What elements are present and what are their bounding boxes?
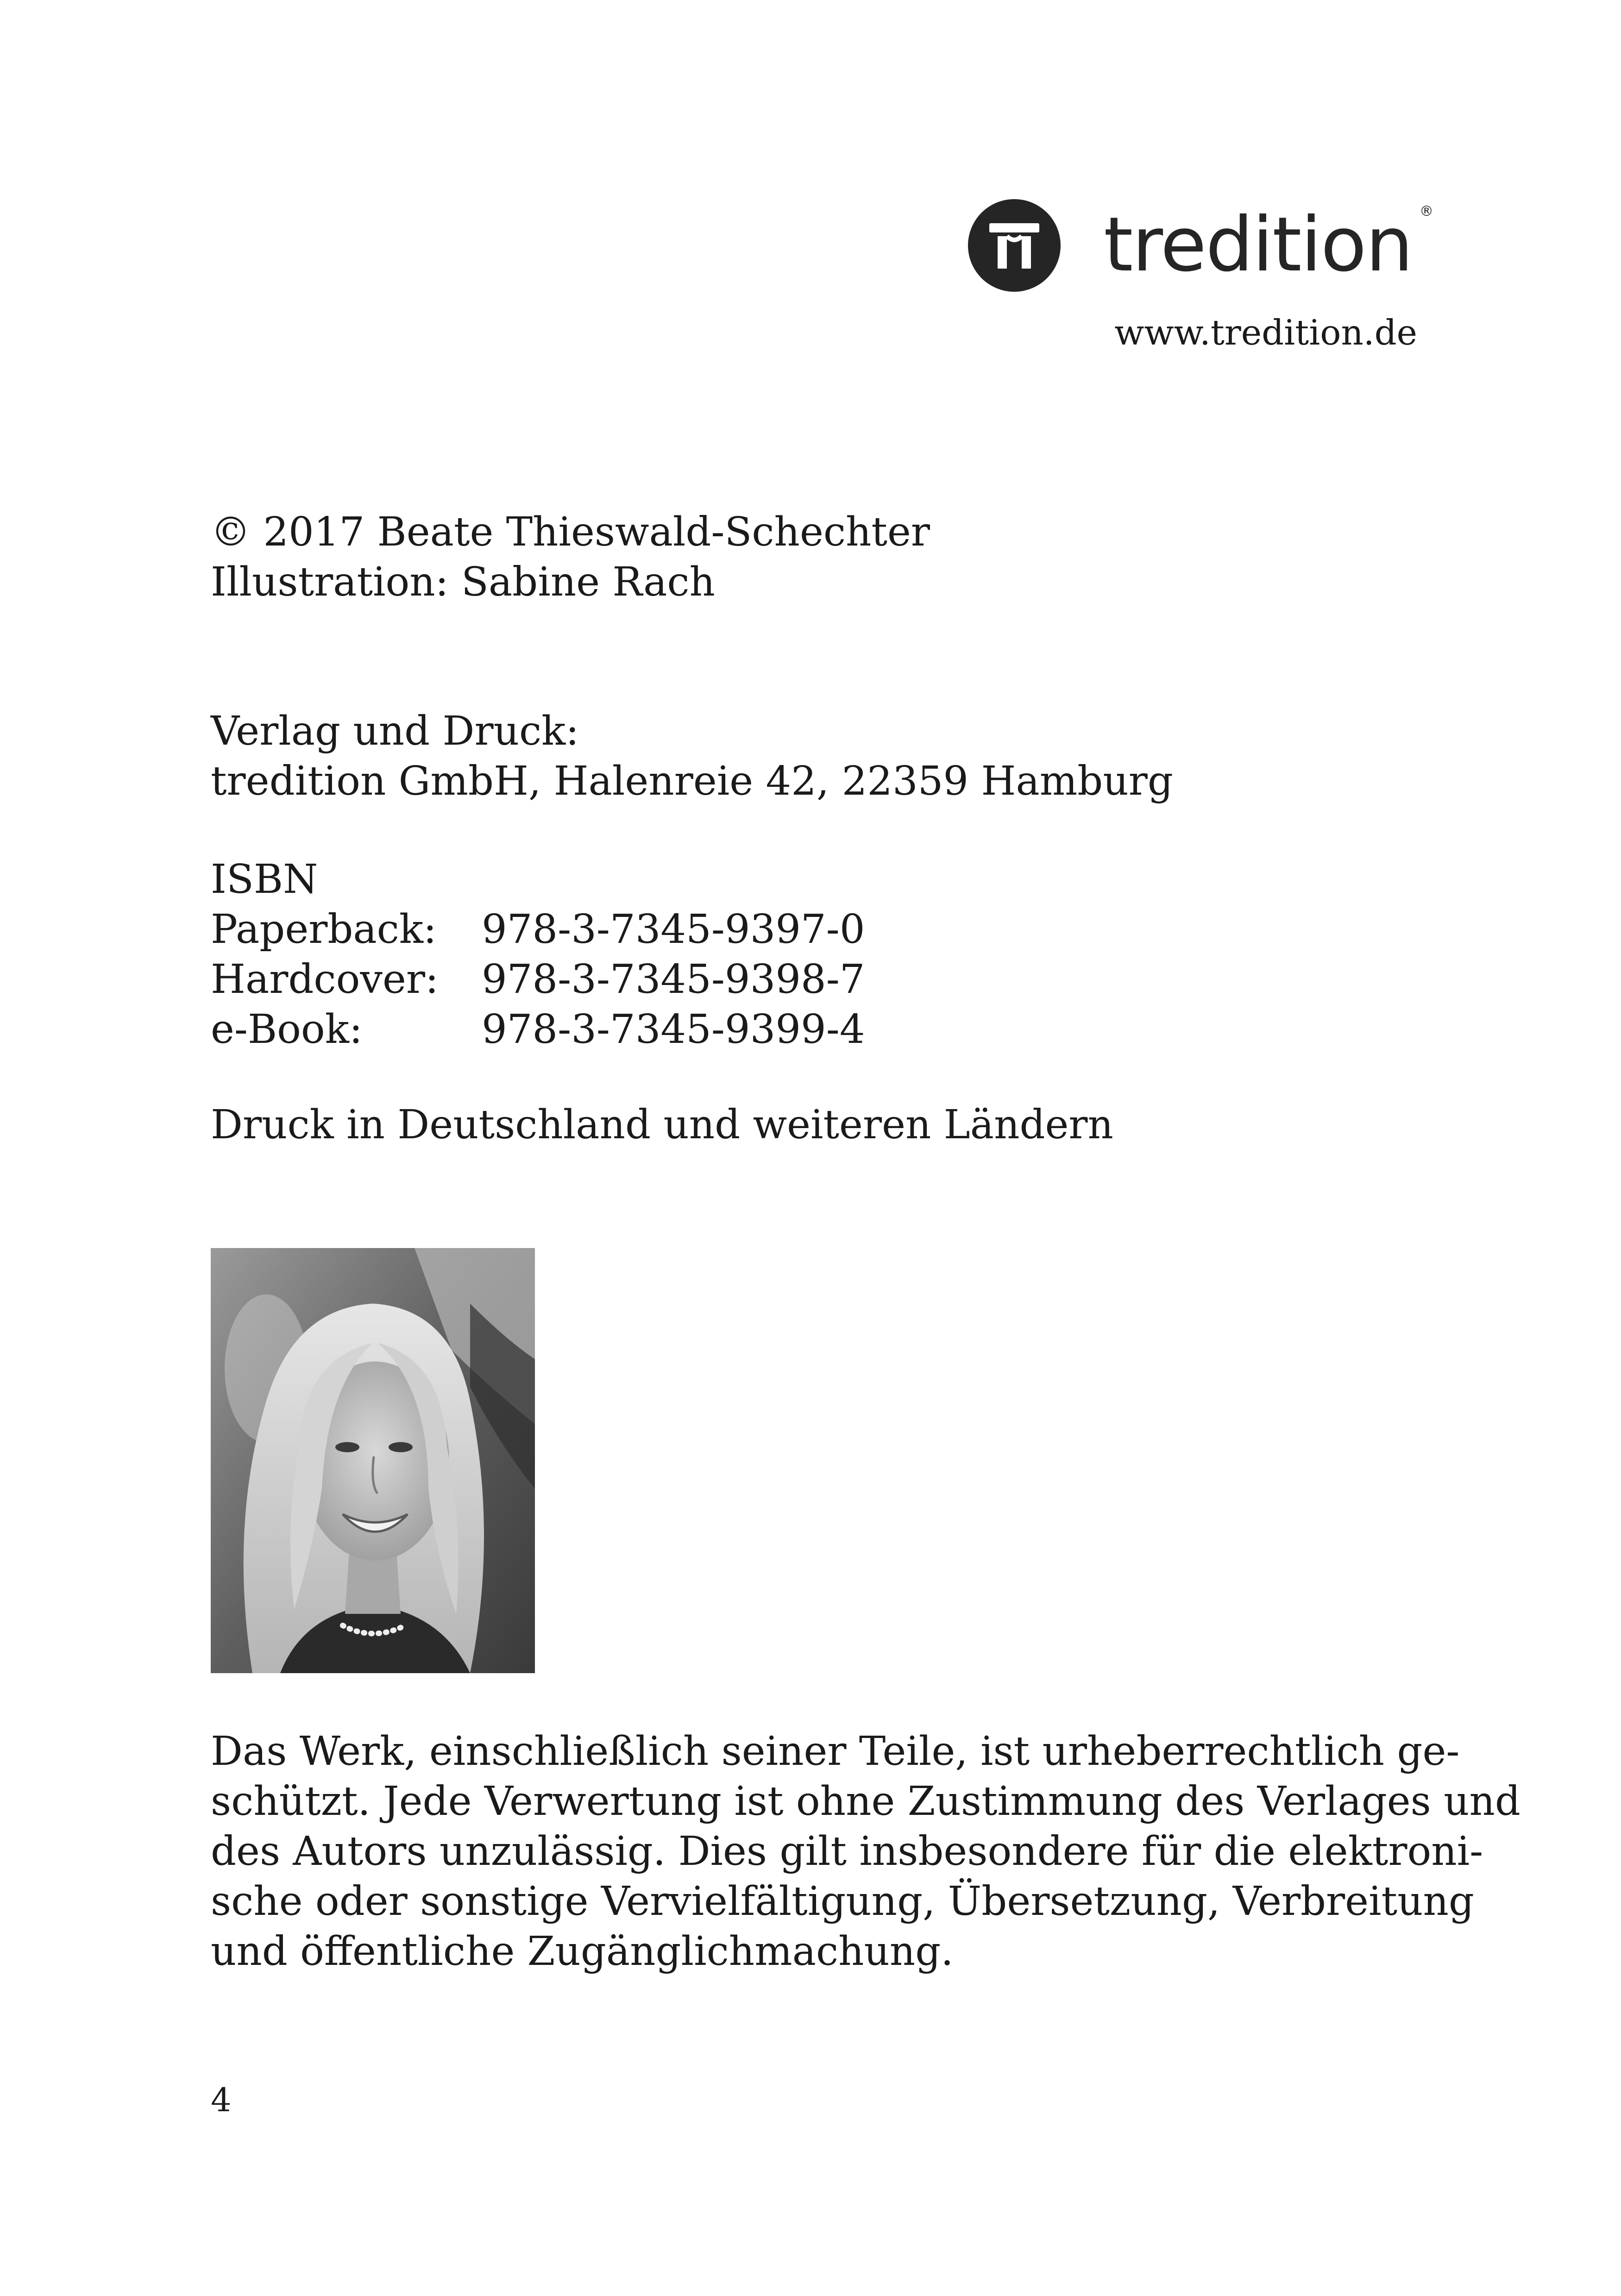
isbn-number: 978-3-7345-9399-4 — [482, 1006, 865, 1053]
legal-line: sche oder sonstige Vervielfältigung, Übersetzung, Verbreitung — [211, 1878, 1474, 1925]
isbn-heading: ISBN — [211, 856, 318, 903]
author-portrait-image — [211, 1248, 535, 1673]
illustration-line: Illustration: Sabine Rach — [211, 559, 715, 605]
isbn-number: 978-3-7345-9397-0 — [482, 906, 865, 953]
author-photo — [211, 1248, 535, 1673]
publishing-heading: Verlag und Druck: — [211, 708, 579, 754]
isbn-format: e-Book: — [211, 1006, 363, 1053]
legal-line: und öffentliche Zugänglichmachung. — [211, 1928, 954, 1975]
isbn-row — [211, 1004, 865, 1054]
print-note: Druck in Deutschland und weiteren Ländern — [211, 1102, 1113, 1148]
isbn-row — [211, 954, 865, 1004]
isbn-block — [211, 854, 865, 1054]
logo-wordmark: tredition — [1104, 201, 1413, 289]
legal-line: des Autors unzulässig. Dies gilt insbesondere für die elektroni- — [211, 1828, 1483, 1875]
isbn-row — [211, 904, 865, 954]
isbn-number: 978-3-7345-9398-7 — [482, 956, 865, 1003]
publisher-logo — [968, 199, 1436, 306]
page-number: 4 — [211, 2081, 232, 2119]
publishing-address: tredition GmbH, Halenreie 42, 22359 Hamburg — [211, 758, 1173, 804]
publisher-url[interactable]: www.tredition.de — [1114, 312, 1417, 353]
registered-mark: ® — [1420, 203, 1433, 220]
credits-block — [211, 507, 930, 607]
legal-line: Das Werk, einschließlich seiner Teile, ist urheberrechtlich ge- — [211, 1728, 1460, 1775]
copyright-line: © 2017 Beate Thieswald-Schechter — [211, 509, 930, 555]
legal-line: schützt. Jede Verwertung ist ohne Zustimmung des Verlages und — [211, 1778, 1520, 1825]
tredition-logo-icon — [968, 199, 1061, 292]
legal-notice — [211, 1726, 1520, 1976]
isbn-format: Paperback: — [211, 906, 437, 953]
isbn-format: Hardcover: — [211, 956, 439, 1003]
publishing-block — [211, 706, 1173, 806]
